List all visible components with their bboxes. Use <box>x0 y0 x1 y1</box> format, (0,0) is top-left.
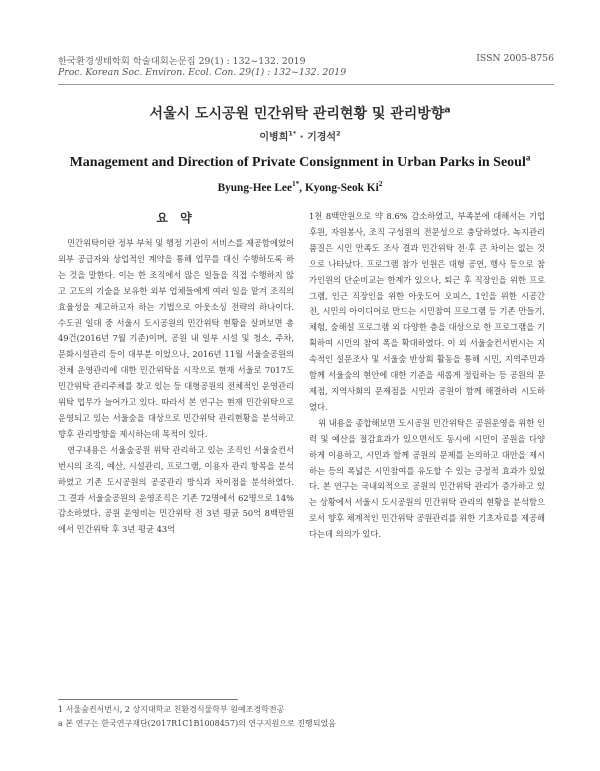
footnote-funding: a 본 연구는 한국연구재단(2017R1C1B1008457)의 연구지원으로 진행되었음 <box>58 719 336 728</box>
paper-title-en-text: Management and Direction of Private Consignment in Urban Parks in Seoul <box>69 155 526 170</box>
header-divider <box>58 84 554 85</box>
abstract-paragraph: 1천 8백만원으로 약 8.6% 감소하였고, 부족분에 대해서는 기업후원, 자원봉사, 조직 구성원의 전문성으로 충당하였다. 녹지관리 품질은 시민 만족도 조사 결과 민간위탁 전·후 큰 차이는 없는 것으로 나타났다. 프로그램 참가 인원은 대형 공연, 행사 등으로 참가인원의 단순비교는 한계가 있으나, 퇴근 후 직장인을 위한 프로그램, 인근 직장인을 위한 아웃도어 오피스, 1인을 위한 시공간 전, 시민의 아이디어로 만드는 시민참여 프로그램 등 기존 만들기, 체험, 숲해설 프로그램 외 다양한 층을 대상으로 한 프로그램을 기획하여 시민의 참여 폭을 확대하였다. 이 외 서울숲컨서번시는 지속적인 설문조사 및 서울숲 반상회 활동을 통해 시민, 지역주민과 함께 서울숲의 현안에 대한 기준을 새롭게 정립하는 등 공원의 문제점, 지역사회의 문제점을 시민과 공원이 함께 해결하려 시도하였다. <box>309 211 545 412</box>
paper-title-ko-text: 서울시 도시공원 민간위탁 관리현황 및 관리방향 <box>149 106 445 122</box>
abstract-paragraph: 위 내용을 종합해보면 도시공원 민간위탁은 공원운영을 위한 인력 및 예산을 절감효과가 있으면서도 동시에 시민이 공원을 다양하게 이용하고, 시민과 함께 공원의 문제를 논의하고 대안을 제시하는 등의 폭넓은 시민참여를 유도할 수 있는 긍정적 효과가 있었다. 본 연구는 국내외적으로 공원의 민간위탁 관리가 증가하고 있는 상황에서 서울시 도시공원의 민간위탁 관리의 현황을 분석함으로서 향후 체계적인 민간위탁 공원관리를 위한 기초자료를 제공해다는데 의의가 있다. <box>309 417 545 540</box>
abstract-heading: 요 약 <box>156 211 196 225</box>
authors-en <box>0 179 600 194</box>
author-en-2: Kyong-Seok Ki <box>304 182 379 194</box>
author-en-2-mark: 2 <box>378 179 383 189</box>
author-en-1-mark: 1* <box>291 179 300 189</box>
authors-ko <box>0 128 600 143</box>
abstract-paragraph: 민간위탁이란 정부 부처 및 행정 기관이 서비스를 제공함에었어 외부 공급자와 상업적인 계약을 통해 업무를 대신 수행하도록 하는 것을 말한다. 이는 한 조직에서 많은 일들을 직접 수행하지 않고 고도의 기술을 보유한 외부 업체들에게 여러 일을 맡겨 조직의 효율성을 제고하고자 하는 기법으로 아웃소싱 전략의 하나이다. 수도권 일대 중 서울시 도시공원의 민간위탁 현황을 살펴보면 총 49건(2016년 7월 기준)이며, 공원 내 일부 시설 및 청소, 주차, 문화시설관리 등이 대부분 이었으나, 2016년 11월 서울숲공원의 전체 운영관리에 대한 민간위탁을 시작으로 현재 서울로 7017도 민간위탁 관리주체를 찾고 있는 등 대형공원의 전체적인 운영관리 위탁 업무가 늘어가고 있다. 따라서 본 연구는 현재 민간위탁으로 운영되고 있는 서울숲을 대상으로 민간위탁 관리현황을 분석하고 향후 관리방향을 제시하는데 목적이 있다. <box>58 238 294 439</box>
paper-title-en <box>0 152 600 171</box>
author-ko-2-mark: 2 <box>336 129 341 138</box>
author-ko-1-mark: 1* <box>288 129 297 138</box>
author-ko-1: 이병희 <box>259 132 289 143</box>
abstract-right-column <box>309 209 545 543</box>
paper-title-ko <box>0 103 600 123</box>
journal-citation-en-text: Proc. Korean Soc. Environ. Ecol. Con. 29(1) : 132~132. 2019 <box>58 67 347 78</box>
journal-header <box>58 53 554 67</box>
issn-label: ISSN 2005-8756 <box>476 53 554 64</box>
title-ko-footnote-mark: a <box>444 105 451 116</box>
abstract-left-column <box>58 236 294 538</box>
footnote-affiliations: 1 서울숲컨서번시, 2 상지대학교 친환경식물학부 원예조경학전공 <box>58 705 285 714</box>
author-en-1: Byung-Hee Lee <box>217 182 292 194</box>
title-en-footnote-mark: a <box>525 152 531 163</box>
abstract-paragraph: 연구내용은 서울숲공원 위탁 관리하고 있는 조직인 서울숲컨서번시의 조직, 예산, 시설관리, 프로그램, 이용자 관리 항목을 분석하였고 기존 도시공원의 공공관리 방식과 차이점을 분석하였다. 그 결과 서울숲공원의 운영조직은 기존 72명에서 62명으로 14% 감소하였다. 공원 운영비는 민간위탁 전 3년 평균 50억 8백만원에서 민간위탁 후 3년 평균 43억 <box>58 444 294 535</box>
journal-citation-ko: 한국환경생태학회 학술대회논문집 29(1) : 132~132. 2019 <box>58 56 306 67</box>
author-separator: · <box>299 132 304 143</box>
footnote-divider <box>58 699 238 700</box>
journal-citation-en <box>58 67 554 78</box>
author-en-separator: , <box>299 182 305 194</box>
author-ko-2: 기경석 <box>307 132 337 143</box>
